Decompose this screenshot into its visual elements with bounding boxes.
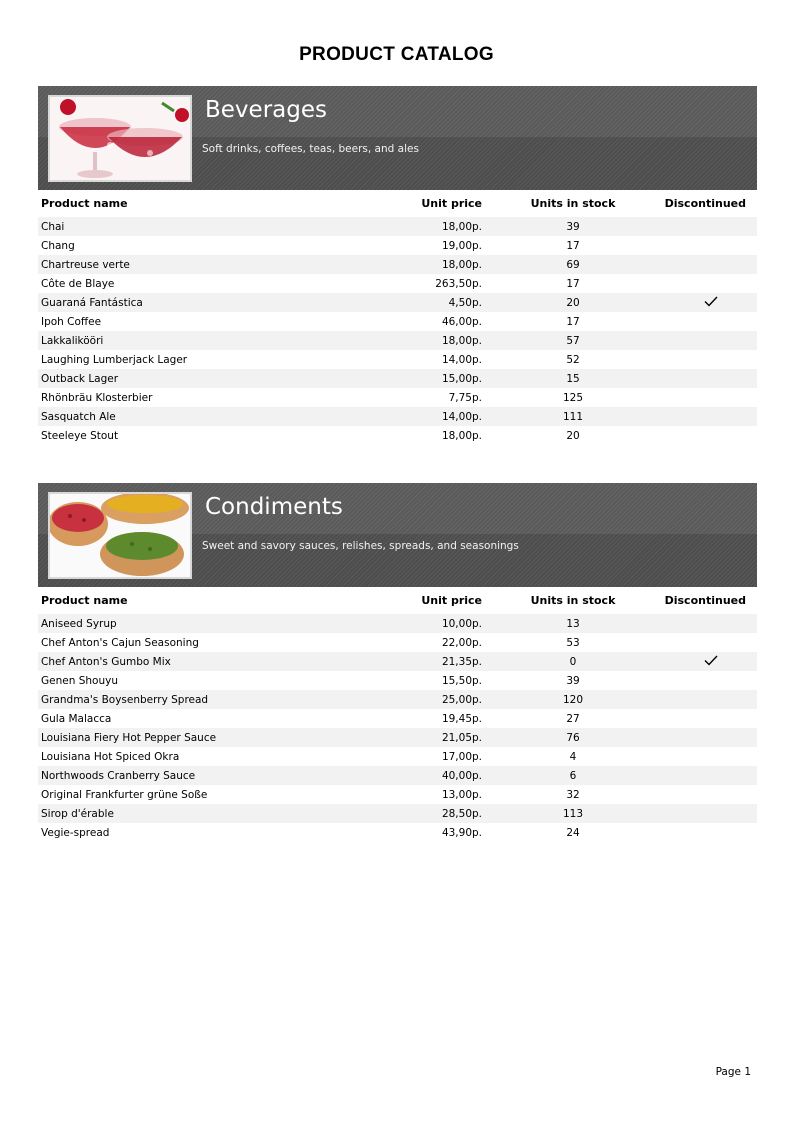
units-in-stock-cell: 111 [485, 407, 661, 426]
product-name-cell: Ipoh Coffee [41, 315, 102, 328]
unit-price-cell: 21,05р. [384, 728, 485, 747]
discontinued-cell [661, 804, 757, 823]
product-rows [38, 217, 757, 445]
unit-price-cell: 28,50р. [384, 804, 485, 823]
discontinued-cell [661, 709, 757, 728]
unit-price-cell: 10,00р. [384, 614, 485, 633]
header-unit-price: Unit price [421, 594, 482, 607]
table-row [38, 652, 757, 671]
header-unit-price: Unit price [421, 197, 482, 210]
units-in-stock-cell: 27 [566, 712, 580, 725]
header-product-name: Product name [41, 197, 128, 210]
unit-price-cell: 15,50р. [441, 674, 482, 687]
discontinued-cell [661, 369, 757, 388]
discontinued-cell [661, 426, 757, 445]
table-row [38, 407, 757, 426]
unit-price-cell: 4,50р. [384, 293, 485, 312]
discontinued-cell [661, 236, 757, 255]
unit-price-cell: 18,00р. [384, 217, 485, 236]
table-row [38, 709, 757, 728]
product-name-cell: Aniseed Syrup [38, 614, 384, 633]
header-discontinued: Discontinued [664, 594, 746, 607]
units-in-stock-cell: 76 [485, 728, 661, 747]
product-name-cell: Laughing Lumberjack Lager [41, 353, 188, 366]
unit-price-cell: 43,90р. [441, 826, 482, 839]
unit-price-cell: 18,00р. [384, 331, 485, 350]
unit-price-cell: 15,00р. [384, 369, 485, 388]
product-name-cell: Grandma's Boysenberry Spread [38, 690, 384, 709]
product-name-cell: Gula Malacca [41, 712, 112, 725]
table-row [38, 312, 757, 331]
discontinued-cell [661, 217, 757, 236]
discontinued-cell [661, 255, 757, 274]
unit-price-cell: 40,00р. [384, 766, 485, 785]
units-in-stock-cell: 53 [566, 636, 580, 649]
product-name-cell: Louisiana Hot Spiced Okra [41, 750, 180, 763]
product-name-cell: Chef Anton's Cajun Seasoning [41, 636, 199, 649]
table-row [38, 728, 757, 747]
table-row [38, 671, 757, 690]
product-name-cell: Louisiana Fiery Hot Pepper Sauce [38, 728, 384, 747]
table-row [38, 690, 757, 709]
units-in-stock-cell: 24 [566, 826, 580, 839]
product-name-cell: Guaraná Fantástica [38, 293, 384, 312]
table-header-row [38, 190, 757, 217]
units-in-stock-cell: 69 [485, 255, 661, 274]
discontinued-cell [661, 274, 757, 293]
table-row [38, 369, 757, 388]
units-in-stock-cell: 0 [485, 652, 661, 671]
discontinued-cell [661, 293, 757, 312]
table-row [38, 804, 757, 823]
category-description: Soft drinks, coffees, teas, beers, and ales [202, 143, 419, 155]
table-row [38, 274, 757, 293]
header-discontinued: Discontinued [664, 197, 746, 210]
discontinued-cell [661, 388, 757, 407]
discontinued-cell [661, 766, 757, 785]
units-in-stock-cell: 20 [566, 429, 580, 442]
units-in-stock-cell: 57 [485, 331, 661, 350]
product-table [38, 190, 757, 445]
discontinued-cell [661, 614, 757, 633]
table-row [38, 350, 757, 369]
product-name-cell: Genen Shouyu [41, 674, 118, 687]
page-title: PRODUCT CATALOG [299, 44, 494, 65]
units-in-stock-cell: 125 [562, 391, 584, 404]
category-banner [38, 86, 757, 190]
units-in-stock-cell: 39 [566, 674, 580, 687]
product-table [38, 587, 757, 842]
cocktail-glasses-photo [48, 95, 192, 182]
unit-price-cell: 17,00р. [441, 750, 482, 763]
units-in-stock-cell: 15 [485, 369, 661, 388]
units-in-stock-cell: 17 [566, 315, 580, 328]
product-name-cell: Vegie-spread [41, 826, 110, 839]
category-name: Beverages [205, 97, 327, 123]
discontinued-cell [661, 633, 757, 652]
unit-price-cell: 21,35р. [384, 652, 485, 671]
discontinued-cell [661, 747, 757, 766]
discontinued-cell [661, 785, 757, 804]
units-in-stock-cell: 52 [566, 353, 580, 366]
product-name-cell: Chartreuse verte [38, 255, 384, 274]
discontinued-cell [661, 728, 757, 747]
unit-price-cell: 25,00р. [384, 690, 485, 709]
units-in-stock-cell: 32 [566, 788, 580, 801]
category-name: Condiments [205, 494, 343, 520]
product-name-cell: Steeleye Stout [41, 429, 119, 442]
table-row [38, 823, 757, 842]
units-in-stock-cell: 20 [485, 293, 661, 312]
discontinued-cell [661, 350, 757, 369]
discontinued-cell [661, 690, 757, 709]
unit-price-cell: 13,00р. [441, 788, 482, 801]
product-name-cell: Northwoods Cranberry Sauce [38, 766, 384, 785]
table-row [38, 236, 757, 255]
product-name-cell: Chef Anton's Gumbo Mix [38, 652, 384, 671]
table-row [38, 388, 757, 407]
checkmark-icon [701, 296, 721, 307]
table-row [38, 217, 757, 236]
unit-price-cell: 263,50р. [435, 277, 482, 290]
discontinued-cell [661, 652, 757, 671]
table-row [38, 331, 757, 350]
unit-price-cell: 14,00р. [384, 407, 485, 426]
product-name-cell: Sasquatch Ale [38, 407, 384, 426]
unit-price-cell: 18,00р. [384, 255, 485, 274]
units-in-stock-cell: 113 [485, 804, 661, 823]
product-name-cell: Chang [41, 239, 75, 252]
product-name-cell: Sirop d'érable [38, 804, 384, 823]
unit-price-cell: 19,00р. [441, 239, 482, 252]
product-name-cell: Original Frankfurter grüne Soße [41, 788, 208, 801]
units-in-stock-cell: 39 [485, 217, 661, 236]
header-product-name: Product name [41, 594, 128, 607]
product-name-cell: Outback Lager [38, 369, 384, 388]
discontinued-cell [661, 312, 757, 331]
product-rows [38, 614, 757, 842]
unit-price-cell: 19,45р. [441, 712, 482, 725]
product-name-cell: Chai [38, 217, 384, 236]
discontinued-cell [661, 823, 757, 842]
table-row [38, 293, 757, 312]
table-row [38, 747, 757, 766]
product-name-cell: Lakkalikööri [38, 331, 384, 350]
table-row [38, 426, 757, 445]
header-units-in-stock: Units in stock [530, 197, 616, 210]
category-description: Sweet and savory sauces, relishes, spreads, and seasonings [202, 540, 519, 552]
unit-price-cell: 7,75р. [448, 391, 482, 404]
unit-price-cell: 14,00р. [441, 353, 482, 366]
units-in-stock-cell: 17 [566, 277, 580, 290]
spice-bowls-photo [48, 492, 192, 579]
discontinued-cell [661, 671, 757, 690]
category-section-condiments [38, 483, 757, 842]
discontinued-cell [661, 331, 757, 350]
table-row [38, 766, 757, 785]
units-in-stock-cell: 6 [485, 766, 661, 785]
units-in-stock-cell: 120 [485, 690, 661, 709]
unit-price-cell: 22,00р. [441, 636, 482, 649]
category-banner [38, 483, 757, 587]
units-in-stock-cell: 13 [485, 614, 661, 633]
table-header-row [38, 587, 757, 614]
table-row [38, 614, 757, 633]
units-in-stock-cell: 17 [566, 239, 580, 252]
units-in-stock-cell: 4 [569, 750, 577, 763]
checkmark-icon [701, 655, 721, 666]
unit-price-cell: 18,00р. [441, 429, 482, 442]
table-row [38, 255, 757, 274]
product-name-cell: Côte de Blaye [41, 277, 115, 290]
table-row [38, 633, 757, 652]
discontinued-cell [661, 407, 757, 426]
product-name-cell: Rhönbräu Klosterbier [41, 391, 153, 404]
page-number: Page 1 [715, 1066, 751, 1078]
table-row [38, 785, 757, 804]
unit-price-cell: 46,00р. [441, 315, 482, 328]
category-section-beverages [38, 86, 757, 445]
header-units-in-stock: Units in stock [530, 594, 616, 607]
